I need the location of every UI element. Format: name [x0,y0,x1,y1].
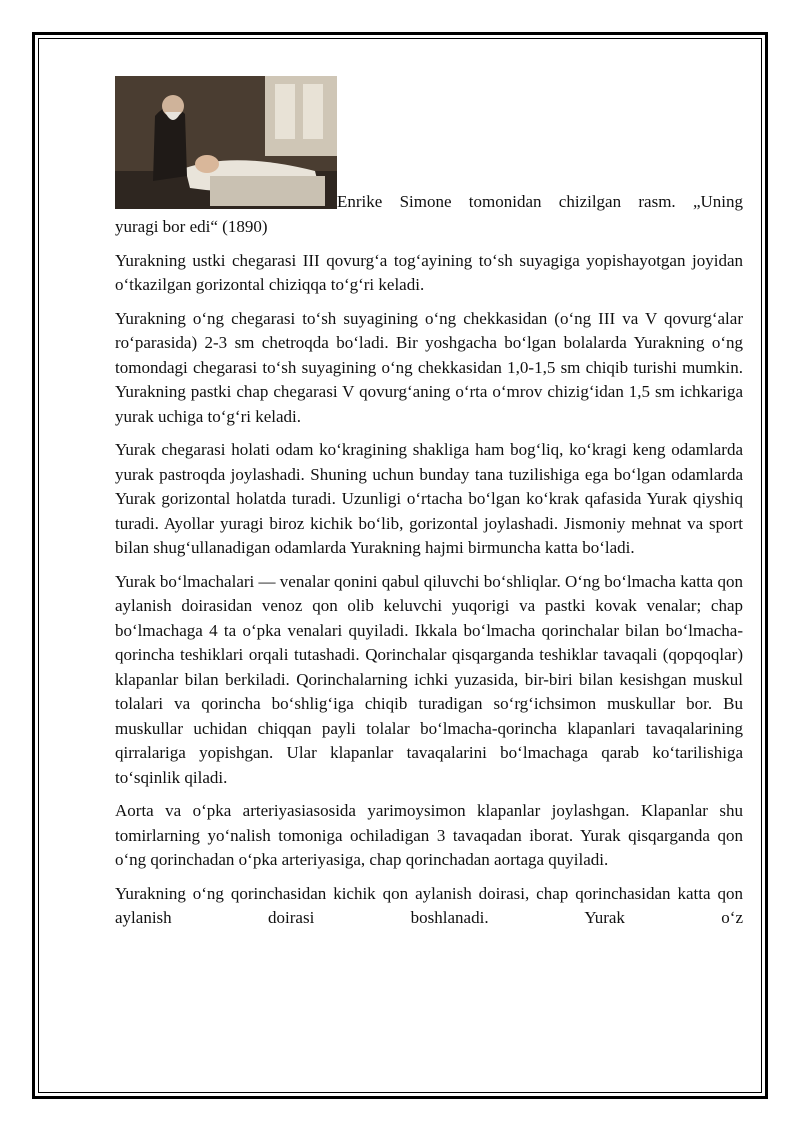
paragraph: Yurakning o‘ng chegarasi to‘sh suyagining o‘ng chekkasidan (o‘ng III va V qovurg‘alar ro‘parasida) 2-3 sm chetroqda bo‘ladi. Bir yoshgacha bo‘lgan bolalarda Yurakning o‘ng tomondagi chegarasi to‘sh suyagining o‘ng chekkasidan 1,0-1,5 sm chiqib turishi mumkin. Yurakning pastki chap chegarasi V qovurg‘aning o‘rta o‘mrov chizig‘idan 1,5 sm ichkariga yurak uchiga to‘g‘ri keladi. [115,308,743,426]
figure-caption: Enrike Simone tomonidan chizilgan rasm. „Uning [337,191,743,211]
paragraph: Aorta va o‘pka arteriyasiasosida yarimoysimon klapanlar joylashgan. Klapanlar shu tomirlarning yo‘nalish tomoniga ochiladigan 3 tavaqadan iborat. Yurak qisqarganda qon o‘ng qorinchadan o‘pka arteriyasiga, chap qorinchadan aortaga quyiladi. [115,801,743,869]
paragraph: Yurak bo‘lmachalari — venalar qonini qabul qiluvchi bo‘shliqlar. O‘ng bo‘lmacha katta qon aylanish doirasidan venoz qon olib keluvchi yuqorigi va pastki kovak venalar; chap bo‘lmachaga 4 ta o‘pka venalari quyiladi. Ikkala bo‘lmacha qorinchalar bilan bo‘lmacha-qorincha teshiklari orqali tutashadi. Qorinchalar qisqarganda teshiklar tavaqali (qopqoqlar) klapanlar bilan berkiladi. Qorinchalarning ichki yuzasida, bir-biri bilan kesishgan muskul tolalari va qorincha bo‘shlig‘iga chiqib turadigan so‘rg‘ichsimon muskullar bor. Bu muskullar uchidan chiqqan payli tolalar bo‘lmacha-qorincha klapanlari tavaqalarining qirralariga yopishgan. Ular klapanlar tavaqalarini bo‘lmachaga qarab ko‘tarilishiga to‘sqinlik qiladi. [115,571,743,787]
paragraph: Yurakning o‘ng qorinchasidan kichik qon aylanish doirasi, chap qorinchasidan katta qon aylanish doirasi boshlanadi. Yurak o‘z [115,883,743,927]
figure-caption-continued: yuragi bor edi“ (1890) [115,217,268,236]
document-body [115,76,743,940]
paragraph: Yurak chegarasi holati odam ko‘kragining shakliga ham bog‘liq, ko‘kragi keng odamlarda yurak pastroqda joylashadi. Shuning uchun bunday tana tuzilishiga ega bo‘lgan odamlarda Yurak gorizontal holatda turadi. Uzunligi o‘rtacha bo‘lgan ko‘krak qafasida Yurak qiyshiq turadi. Ayollar yuragi biroz kichik bo‘lib, gorizontal joylashadi. Jismoniy mehnat va sport bilan shug‘ullanadigan odamlarda Yurakning hajmi birmuncha katta bo‘ladi. [115,440,743,557]
figure-block [115,76,743,209]
paragraph: Yurakning ustki chegarasi III qovurg‘a tog‘ayining to‘sh suyagiga yopishayotgan joyidan o‘tkazilgan gorizontal chiziqqa to‘g‘ri keladi. [115,250,743,294]
painting-image [115,76,337,209]
